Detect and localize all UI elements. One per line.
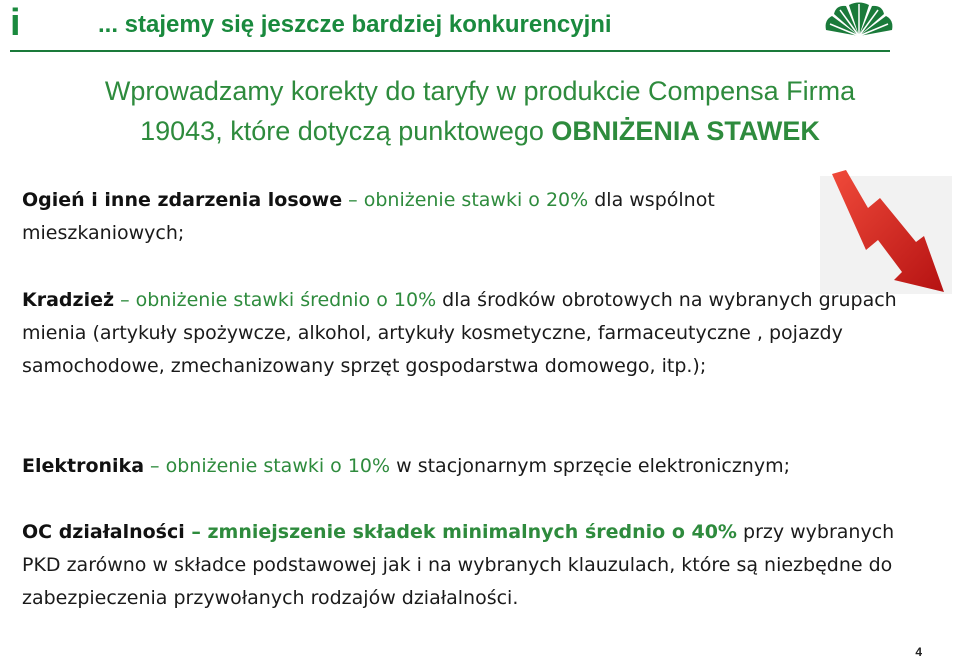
- item-dash: –: [144, 455, 166, 477]
- item-liability: [22, 516, 932, 615]
- company-logo-icon: [822, 2, 896, 38]
- item-highlight: obniżenie stawki o 10%: [165, 455, 391, 477]
- item-label: Kradzież: [22, 289, 115, 311]
- item-electronics: [22, 450, 942, 483]
- item-label: Elektronika: [22, 455, 145, 477]
- page-number: 4: [915, 645, 922, 659]
- slide-header: [10, 0, 890, 52]
- subtitle-bold-text: OBNIŻENIA STAWEK: [551, 116, 820, 146]
- item-highlight: obniżenie stawki średnio o 10%: [135, 289, 437, 311]
- item-text: w stacjonarnym sprzęcie elektronicznym;: [390, 455, 790, 477]
- item-fire: [22, 184, 822, 250]
- item-text: dla wspólnot mieszkaniowych;: [22, 189, 715, 244]
- item-text: przy wybranych PKD zarówno w składce podstawowej jak i na wybranych klauzulach, które są niezbędne do zabezpieczenia przywołanych rodzajów działalności.: [22, 521, 895, 609]
- subtitle-line-2: [0, 112, 960, 150]
- item-highlight: obniżenie stawki o 20%: [363, 189, 589, 211]
- item-text: dla środków obrotowych na wybranych grupach mienia (artykuły spożywcze, alkohol, artykuły kosmetyczne, farmaceutyczne , pojazdy samochodowe, zmechanizowany sprzęt gospodarstwa domowego, itp.);: [22, 289, 897, 377]
- red-down-arrow-icon: [820, 168, 960, 300]
- item-dash: –: [342, 189, 364, 211]
- title-letter: i: [10, 2, 21, 44]
- item-dash: –: [184, 521, 208, 543]
- item-highlight: zmniejszenie składek minimalnych średnio o 40%: [207, 521, 737, 543]
- item-label: Ogień i inne zdarzenia losowe: [22, 189, 343, 211]
- slide-title: ... stajemy się jeszcze bardziej konkurencyjni: [98, 11, 612, 38]
- item-label: OC działalności: [22, 521, 185, 543]
- subtitle-text-1: Wprowadzamy korekty do taryfy w produkcie Compensa Firma: [104, 76, 856, 106]
- subtitle-line-1: [0, 72, 960, 110]
- subtitle-text-2: 19043, które dotyczą punktowego: [140, 116, 552, 146]
- item-theft: [22, 284, 922, 383]
- item-dash: –: [114, 289, 136, 311]
